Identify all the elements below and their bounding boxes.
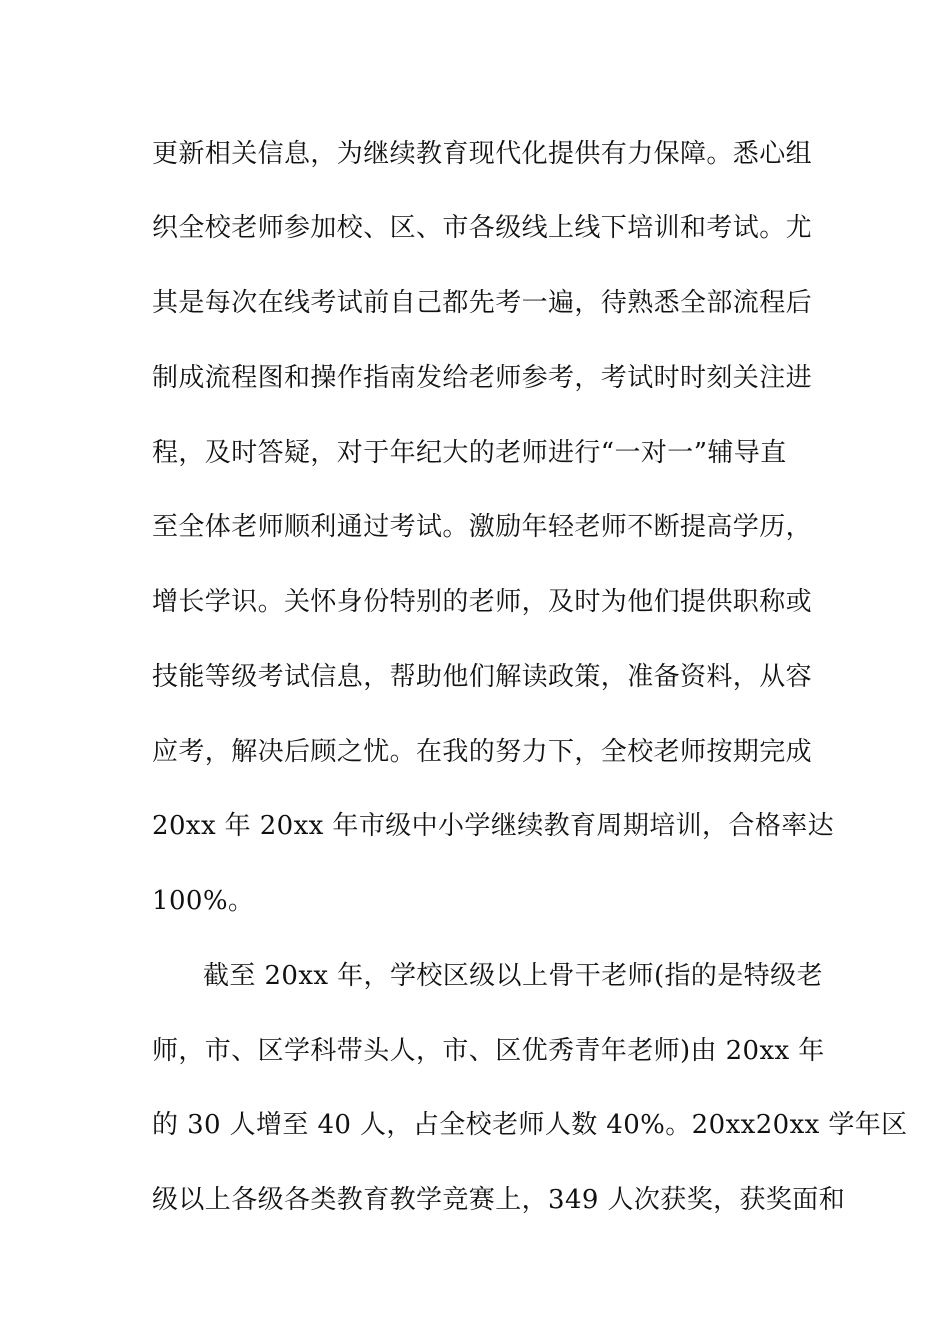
text-line: 技能等级考试信息，帮助他们解读政策，准备资料，从容 (152, 662, 813, 692)
text-line: 100%。 (152, 886, 255, 916)
text-line: 应考，解决后顾之忧。在我的努力下，全校老师按期完成 (152, 737, 813, 767)
text-line: 程，及时答疑，对于年纪大的老师进行“一对一”辅导直 (152, 438, 787, 468)
text-line: 至全体老师顺利通过考试。激励年轻老师不断提高学历， (152, 512, 813, 542)
text-line: 20xx 年 20xx 年市级中小学继续教育周期培训，合格率达 (152, 811, 835, 841)
text-line: 更新相关信息，为继续教育现代化提供有力保障。悉心组 (152, 139, 813, 169)
text-line: 制成流程图和操作指南发给老师参考，考试时时刻关注进 (152, 363, 813, 393)
text-line: 织全校老师参加校、区、市各级线上线下培训和考试。尤 (152, 213, 813, 243)
text-line: 级以上各级各类教育教学竞赛上，349 人次获奖，获奖面和 (152, 1185, 846, 1215)
text-line: 其是每次在线考试前自己都先考一遍，待熟悉全部流程后 (152, 288, 813, 318)
paragraph-first-line: 截至 20xx 年，学校区级以上骨干老师(指的是特级老 (203, 961, 823, 991)
text-line: 增长学识。关怀身份特别的老师，及时为他们提供职称或 (152, 587, 813, 617)
text-line: 的 30 人增至 40 人，占全校老师人数 40%。20xx20xx 学年区 (152, 1110, 908, 1140)
text-line: 师，市、区学科带头人，市、区优秀青年老师)由 20xx 年 (152, 1036, 825, 1066)
